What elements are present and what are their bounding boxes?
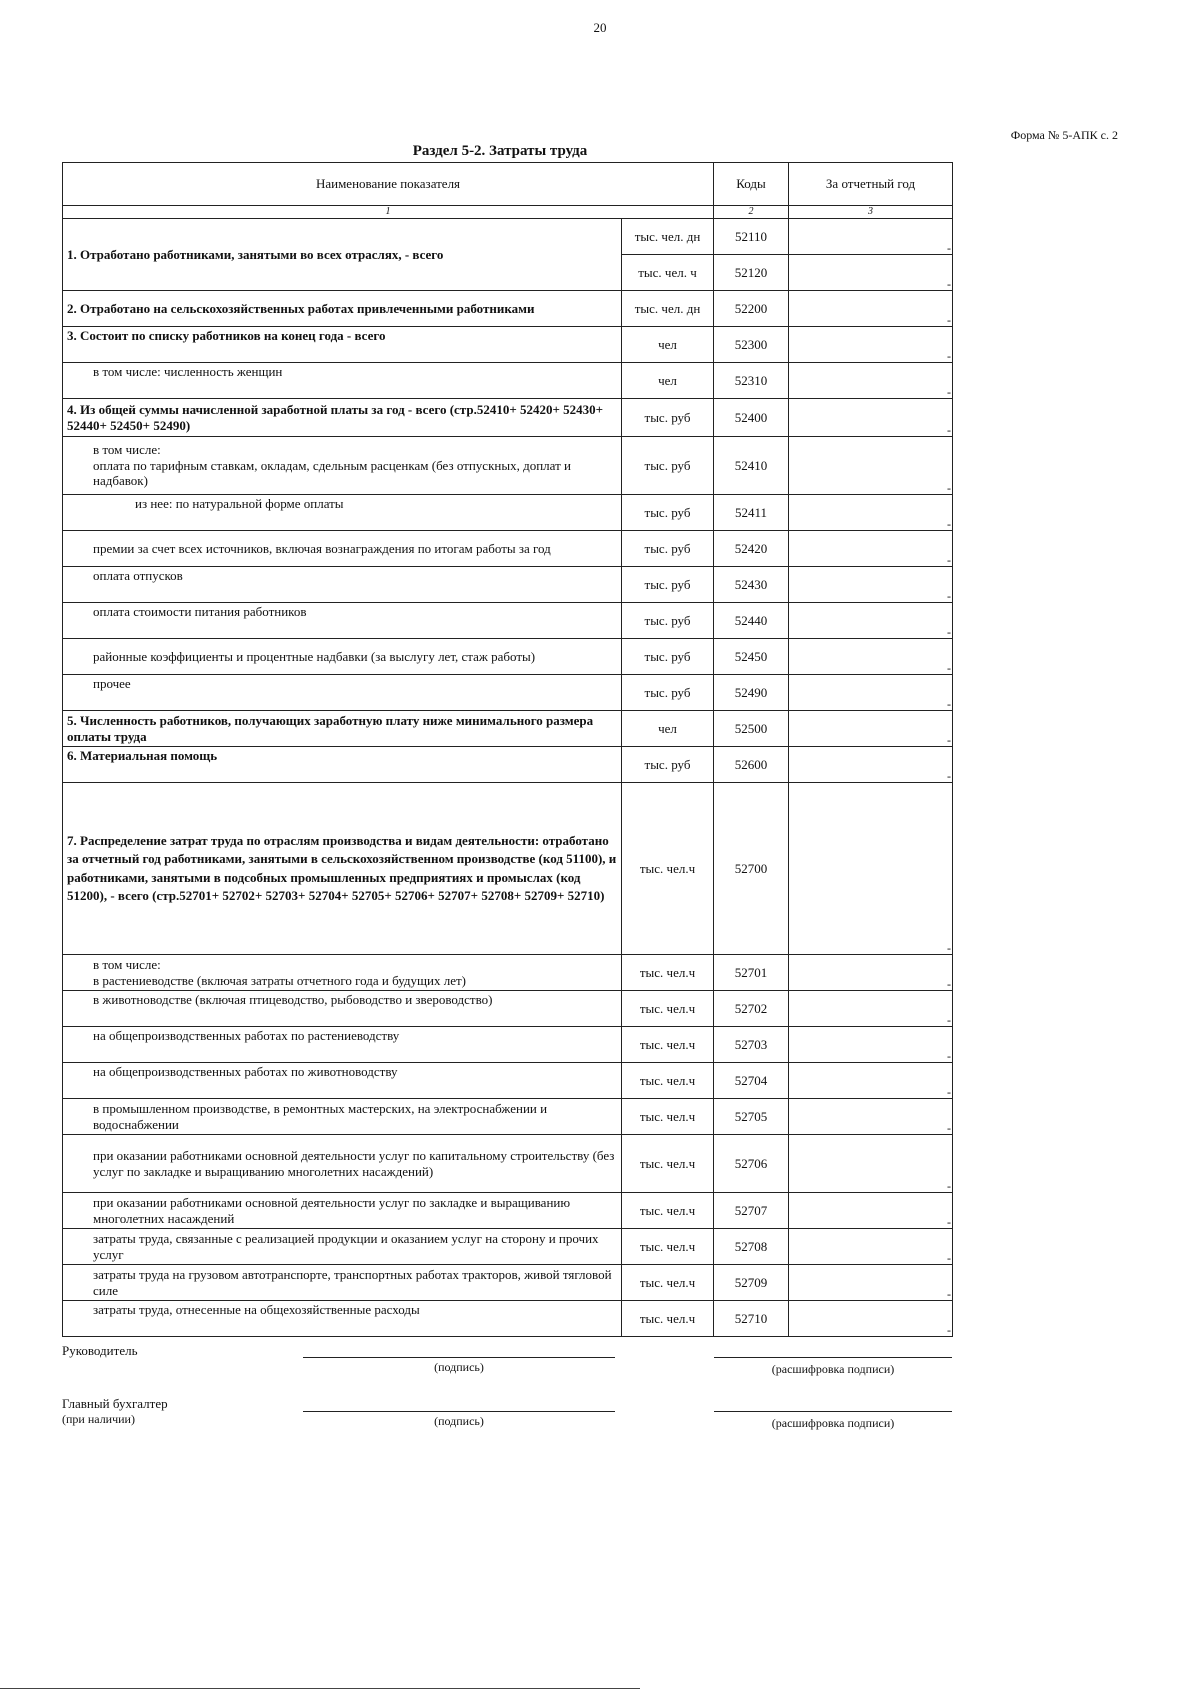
table-row bbox=[63, 399, 953, 437]
row-code: 52200 bbox=[714, 291, 789, 327]
row-code: 52710 bbox=[714, 1301, 789, 1337]
row-code: 52490 bbox=[714, 675, 789, 711]
row-value-cell[interactable] bbox=[789, 255, 953, 291]
table-row bbox=[63, 1063, 953, 1099]
row-code: 52120 bbox=[714, 255, 789, 291]
row-value-cell[interactable] bbox=[789, 711, 953, 747]
row-label: при оказании работниками основной деятельности услуг по капитальному строительству (без услуг по закладке и выращиванию многолетних насаждений) bbox=[63, 1135, 622, 1193]
row-label: затраты труда на грузовом автотранспорте, транспортных работах тракторов, живой тягловой силе bbox=[63, 1265, 622, 1301]
table-row bbox=[63, 783, 953, 955]
row-code: 52703 bbox=[714, 1027, 789, 1063]
row-value-cell[interactable] bbox=[789, 1193, 953, 1229]
row-code: 52701 bbox=[714, 955, 789, 991]
row-label: затраты труда, отнесенные на общехозяйственные расходы bbox=[63, 1301, 622, 1337]
row-code: 52706 bbox=[714, 1135, 789, 1193]
row-value-cell[interactable] bbox=[789, 783, 953, 955]
table-row bbox=[63, 291, 953, 327]
row-unit: чел bbox=[622, 363, 714, 399]
row-label-prefix: в том числе: bbox=[93, 956, 161, 972]
row-label-group bbox=[63, 955, 622, 991]
row-label-group bbox=[63, 437, 622, 495]
accountant-decode-line[interactable] bbox=[714, 1411, 952, 1412]
header-index-name: 1 bbox=[63, 206, 714, 219]
row-unit: тыс. чел.ч bbox=[622, 1301, 714, 1337]
table-row bbox=[63, 1193, 953, 1229]
row-value-cell[interactable] bbox=[789, 567, 953, 603]
header-index-value: 3 bbox=[789, 206, 953, 219]
table-row bbox=[63, 219, 953, 255]
row-unit: тыс. чел.ч bbox=[622, 1099, 714, 1135]
row-value-cell[interactable] bbox=[789, 291, 953, 327]
head-decode-caption: (расшифровка подписи) bbox=[771, 1362, 895, 1376]
row-label: районные коэффициенты и процентные надбавки (за выслугу лет, стаж работы) bbox=[63, 639, 622, 675]
section-title: Раздел 5-2. Затраты труда bbox=[412, 143, 588, 159]
table-index-row bbox=[63, 206, 953, 219]
row-unit: тыс. руб bbox=[622, 675, 714, 711]
table-row bbox=[63, 955, 953, 991]
row-value-cell[interactable] bbox=[789, 1301, 953, 1337]
table-row bbox=[63, 567, 953, 603]
row-label: в том числе: численность женщин bbox=[63, 363, 622, 399]
row-unit: тыс. руб bbox=[622, 747, 714, 783]
row-label-prefix: в том числе: bbox=[93, 441, 161, 457]
row-unit: тыс. руб bbox=[622, 399, 714, 437]
row-label: 1. Отработано работниками, занятыми во всех отраслях, - всего bbox=[63, 219, 622, 291]
row-value-cell[interactable] bbox=[789, 639, 953, 675]
head-signature-caption: (подпись) bbox=[434, 1360, 484, 1374]
page-number: 20 bbox=[593, 20, 607, 35]
row-unit: тыс. чел.ч bbox=[622, 1265, 714, 1301]
row-label: оплата стоимости питания работников bbox=[63, 603, 622, 639]
row-code: 52410 bbox=[714, 437, 789, 495]
table-row bbox=[63, 327, 953, 363]
row-value-cell[interactable] bbox=[789, 327, 953, 363]
table-row bbox=[63, 747, 953, 783]
table-row bbox=[63, 639, 953, 675]
row-unit: тыс. руб bbox=[622, 567, 714, 603]
accountant-signature-caption: (подпись) bbox=[434, 1414, 484, 1428]
table-row bbox=[63, 1027, 953, 1063]
row-code: 52700 bbox=[714, 783, 789, 955]
row-unit: тыс. руб bbox=[622, 495, 714, 531]
row-code: 52450 bbox=[714, 639, 789, 675]
row-label: на общепроизводственных работах по животноводству bbox=[63, 1063, 622, 1099]
row-value-cell[interactable] bbox=[789, 1063, 953, 1099]
table-row bbox=[63, 1135, 953, 1193]
table-row bbox=[63, 675, 953, 711]
labor-costs-table bbox=[62, 162, 953, 1337]
row-label: оплата отпусков bbox=[63, 567, 622, 603]
row-unit: тыс. чел. дн bbox=[622, 291, 714, 327]
bottom-rule bbox=[0, 1688, 640, 1689]
row-code: 52709 bbox=[714, 1265, 789, 1301]
table-row bbox=[63, 531, 953, 567]
row-unit: тыс. руб bbox=[622, 603, 714, 639]
table-row bbox=[63, 363, 953, 399]
row-unit: тыс. чел.ч bbox=[622, 1229, 714, 1265]
table-row bbox=[63, 495, 953, 531]
form-label: Форма № 5-АПК с. 2 bbox=[1010, 128, 1118, 142]
row-code: 52300 bbox=[714, 327, 789, 363]
row-code: 52411 bbox=[714, 495, 789, 531]
accountant-note: (при наличии) bbox=[62, 1412, 135, 1426]
accountant-label: Главный бухгалтер bbox=[62, 1396, 168, 1411]
row-value-cell[interactable] bbox=[789, 437, 953, 495]
row-unit: тыс. руб bbox=[622, 639, 714, 675]
row-unit: тыс. чел.ч bbox=[622, 1193, 714, 1229]
row-code: 52440 bbox=[714, 603, 789, 639]
row-value-cell[interactable] bbox=[789, 675, 953, 711]
row-label: из нее: по натуральной форме оплаты bbox=[63, 495, 622, 531]
row-label: затраты труда, связанные с реализацией продукции и оказанием услуг на сторону и прочих услуг bbox=[63, 1229, 622, 1265]
row-label: 6. Материальная помощь bbox=[63, 747, 622, 783]
row-code: 52420 bbox=[714, 531, 789, 567]
header-code: Коды bbox=[714, 163, 789, 206]
row-unit: тыс. руб bbox=[622, 531, 714, 567]
row-value-cell[interactable] bbox=[789, 1099, 953, 1135]
row-value-cell[interactable] bbox=[789, 363, 953, 399]
row-code: 52705 bbox=[714, 1099, 789, 1135]
row-label: оплата по тарифным ставкам, окладам, сдельным расценкам (без отпускных, доплат и надбавок) bbox=[93, 457, 571, 489]
row-label: 5. Численность работников, получающих заработную плату ниже минимального размера оплаты труда bbox=[63, 711, 622, 747]
row-code: 52500 bbox=[714, 711, 789, 747]
row-value-cell[interactable] bbox=[789, 955, 953, 991]
row-code: 52110 bbox=[714, 219, 789, 255]
row-value-cell[interactable] bbox=[789, 531, 953, 567]
header-index-code: 2 bbox=[714, 206, 789, 219]
row-unit: тыс. руб bbox=[622, 437, 714, 495]
row-label: 4. Из общей суммы начисленной заработной платы за год - всего (стр.52410+ 52420+ 52430+ 52440+ 52450+ 52490) bbox=[63, 399, 622, 437]
row-code: 52707 bbox=[714, 1193, 789, 1229]
header-value: За отчетный год bbox=[789, 163, 953, 206]
row-label: 7. Распределение затрат труда по отраслям производства и видам деятельности: отработано за отчетный год работниками, занятыми в сельскохозяйственном производстве (код 51100), и работниками, занятыми в подсобных промышленных предприятиях и промыслах (код 51200), - всего (стр.52701+ 52702+ 52703+ 52704+ 52705+ 52706+ 52707+ 52708+ 52709+ 52710) bbox=[63, 783, 622, 955]
head-label: Руководитель bbox=[62, 1343, 138, 1358]
row-label: при оказании работниками основной деятельности услуг по закладке и выращиванию многолетних насаждений bbox=[63, 1193, 622, 1229]
row-label: в животноводстве (включая птицеводство, рыбоводство и звероводство) bbox=[63, 991, 622, 1027]
row-label: 2. Отработано на сельскохозяйственных работах привлеченными работниками bbox=[63, 291, 622, 327]
row-value-cell[interactable] bbox=[789, 1027, 953, 1063]
row-value-cell[interactable] bbox=[789, 399, 953, 437]
row-label: 3. Состоит по списку работников на конец года - всего bbox=[63, 327, 622, 363]
table-header-row bbox=[63, 163, 953, 206]
accountant-decode-caption: (расшифровка подписи) bbox=[771, 1416, 895, 1430]
row-unit: тыс. чел.ч bbox=[622, 955, 714, 991]
row-value-cell[interactable] bbox=[789, 991, 953, 1027]
header-name: Наименование показателя bbox=[63, 163, 714, 206]
row-label: на общепроизводственных работах по растениеводству bbox=[63, 1027, 622, 1063]
row-label: в растениеводстве (включая затраты отчетного года и будущих лет) bbox=[93, 972, 467, 988]
table-row bbox=[63, 1099, 953, 1135]
accountant-signature-line[interactable] bbox=[303, 1411, 615, 1412]
table-row bbox=[63, 711, 953, 747]
row-value-cell[interactable] bbox=[789, 603, 953, 639]
row-code: 52702 bbox=[714, 991, 789, 1027]
row-value-cell[interactable] bbox=[789, 1135, 953, 1193]
table-row bbox=[63, 1301, 953, 1337]
row-value-cell[interactable] bbox=[789, 1229, 953, 1265]
table-row bbox=[63, 437, 953, 495]
row-unit: тыс. чел.ч bbox=[622, 1135, 714, 1193]
row-unit: чел bbox=[622, 711, 714, 747]
row-value-cell[interactable] bbox=[789, 1265, 953, 1301]
table-row bbox=[63, 1265, 953, 1301]
row-label: премии за счет всех источников, включая вознаграждения по итогам работы за год bbox=[63, 531, 622, 567]
row-value-cell[interactable] bbox=[789, 495, 953, 531]
row-value-cell[interactable] bbox=[789, 747, 953, 783]
row-label: в промышленном производстве, в ремонтных мастерских, на электроснабжении и водоснабжении bbox=[63, 1099, 622, 1135]
table-row bbox=[63, 603, 953, 639]
row-unit: тыс. чел.ч bbox=[622, 1027, 714, 1063]
row-unit: чел bbox=[622, 327, 714, 363]
row-unit: тыс. чел.ч bbox=[622, 783, 714, 955]
row-code: 52708 bbox=[714, 1229, 789, 1265]
table-row bbox=[63, 1229, 953, 1265]
row-code: 52430 bbox=[714, 567, 789, 603]
row-code: 52600 bbox=[714, 747, 789, 783]
row-unit: тыс. чел. дн bbox=[622, 219, 714, 255]
table-row bbox=[63, 991, 953, 1027]
row-unit: тыс. чел.ч bbox=[622, 1063, 714, 1099]
head-decode-line[interactable] bbox=[714, 1357, 952, 1358]
row-code: 52310 bbox=[714, 363, 789, 399]
row-code: 52704 bbox=[714, 1063, 789, 1099]
row-unit: тыс. чел. ч bbox=[622, 255, 714, 291]
row-unit: тыс. чел.ч bbox=[622, 991, 714, 1027]
head-signature-line[interactable] bbox=[303, 1357, 615, 1358]
row-label: прочее bbox=[63, 675, 622, 711]
row-code: 52400 bbox=[714, 399, 789, 437]
row-value-cell[interactable] bbox=[789, 219, 953, 255]
